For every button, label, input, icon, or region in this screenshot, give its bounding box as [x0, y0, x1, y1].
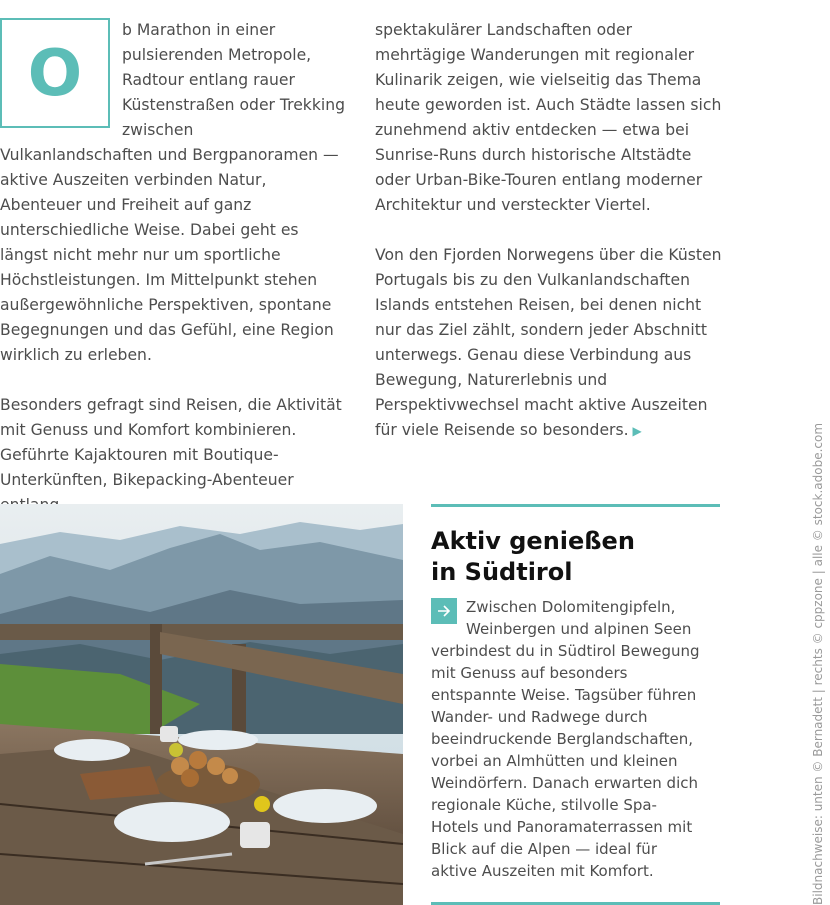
dropcap-letter: O: [27, 37, 83, 111]
photo-mountain-table: [0, 504, 403, 905]
photo-illustration: [0, 504, 403, 905]
box-title-line-2: in Südtirol: [431, 558, 573, 586]
article-paragraph-4: Von den Fjorden Norwegens über die Küsten Portugals bis zu den Vulkanlandschaften Islands entstehen Reisen, bei denen nicht nur das Ziel zählt, sondern jeder Abschnitt unterwegs. Genau diese Verbindung aus Bewegung, Naturerlebnis und Perspektivwechsel macht aktive Auszeiten für viele Reisende so besonders.: [375, 246, 722, 439]
article-paragraph-4-wrap: [375, 243, 725, 444]
arrow-right-icon: [431, 598, 457, 624]
box-body: [431, 596, 701, 882]
article-paragraph-3: spektakulärer Landschaften oder mehrtägige Wanderungen mit regionaler Kulinarik zeigen, wie vielseitig das Thema heute geworden ist. Auch Städte lassen sich zunehmend aktiv entdecken — etwa bei Sunrise-Runs durch historische Altstädte oder Urban-Bike-Touren entlang moderner Architektur und versteckter Viertel.: [375, 21, 722, 214]
end-triangle-icon: ▶: [632, 424, 642, 438]
article-column-right: [375, 18, 725, 469]
dropcap-box: [0, 18, 110, 128]
box-rule-top: [431, 504, 720, 507]
article-paragraph-2: Besonders gefragt sind Reisen, die Aktivität mit Genuss und Komfort kombinieren. Geführte Kajaktouren mit Boutique-Unterkünften, Bikepacking-Abenteuer: [0, 396, 342, 489]
box-title: [431, 526, 720, 588]
box-body-text: Zwischen Dolomitengipfeln, Weinbergen und alpinen Seen verbindest du in Südtirol Bewegung mit Genuss auf besonders entspannte Weise. Tagsüber führen Wander- und Radwege durch beeindruckende Berglandschaften, vorbei an Almhütten und kleinen Weindörfern. Danach erwarten dich regionale Küche, stilvolle Spa-Hotels und Panoramaterrassen mit Blick auf die Alpen — ideal für aktive Auszeiten mit Komfort.: [431, 598, 700, 880]
article-paragraph-1: b Marathon in einer pulsierenden Metropole, Radtour entlang rauer Küstenstraßen oder Trekking zwischen Vulkanlandschaften und Bergpanoramen — aktive Auszeiten verbinden Natur, Abenteuer und Freiheit auf ganz unterschiedliche Weise. Dabei geht es längst nicht mehr nur um sportliche Höchstleistungen. Im Mittelpunkt stehen außergewöhnliche Perspektiven, spontane Begegnungen und das Gefühl, eine Region wirklich zu erleben.: [0, 21, 345, 364]
box-title-line-1: Aktiv genießen: [431, 527, 635, 555]
article-column-left: [0, 18, 350, 543]
image-credits: Bildnachweise: unten © Bernadett | rechts © cppzone | alle © stock.adobe.com: [811, 422, 825, 905]
